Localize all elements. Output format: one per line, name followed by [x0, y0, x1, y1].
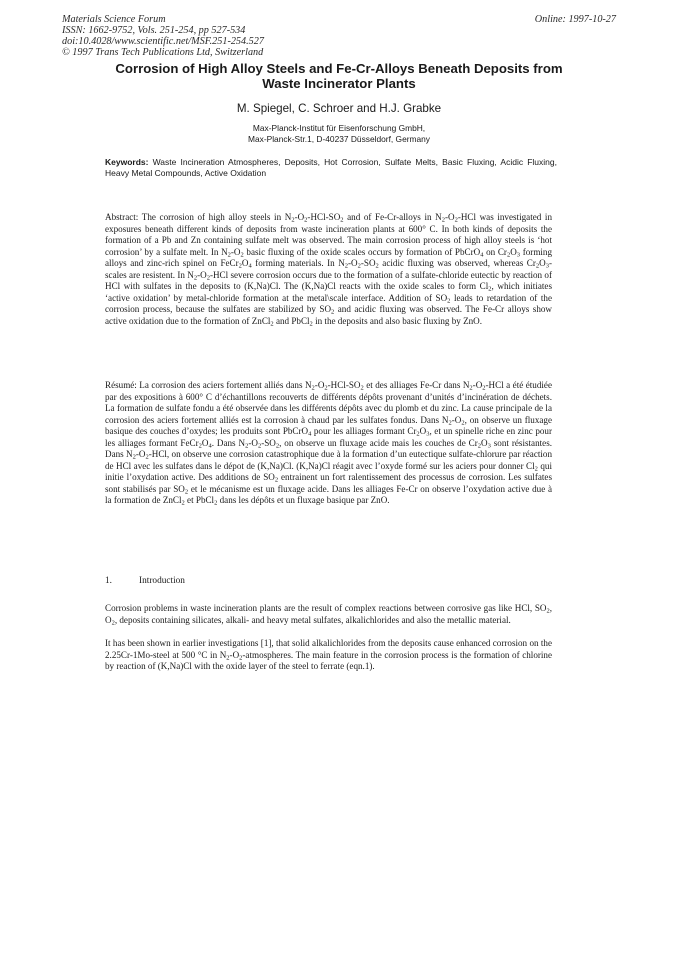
- intro-paragraph-2: It has been shown in earlier investigations [1], that solid alkalichlorides from the deposits cause enhanced corrosion on the 2.25Cr-1Mo-steel at 500 °C in $N_2-O_2$-atmospheres. The main feature in the corrosion process is the formation of chlorine by reaction of (K,Na)Cl with the oxide layer of the steel to ferrate (eqn.1).: [105, 638, 553, 671]
- affiliation-line-2: Max-Planck-Str.1, D-40237 Düsseldorf, Germany: [248, 134, 430, 144]
- authors: M. Spiegel, C. Schroer and H.J. Grabke: [236, 102, 442, 115]
- section-title: Introduction: [139, 576, 185, 586]
- paper-title: [62, 62, 616, 91]
- title-line-2: Waste Incinerator Plants: [262, 75, 416, 91]
- keywords-text: Waste Incineration Atmospheres, Deposits, Hot Corrosion, Sulfate Melts, Basic Fluxing, Acidic Fluxing, Heavy Metal Compounds, Active Oxidation: [105, 157, 557, 178]
- online-date: Online: 1997-10-27: [534, 14, 616, 25]
- journal-name: Materials Science Forum: [62, 14, 166, 25]
- keywords: [105, 157, 557, 179]
- abstract: Abstract: The corrosion of high alloy steels in $N_2-O_2-HCl-SO_2$ and of Fe-Cr-alloys in $N_2-O_2$-HCl was investigated in exposures beneath different kinds of deposits from waste incineration plants at 600° C. In both kinds of deposits the formation of a Pb and Zn containing sulfate melt was observed. The main corrosion process of high alloy steels is ‘hot corrosion’ by a sulfate melt. In $N_2-O_2$ basic fluxing of the oxide scales occurs by formation of PbCrO$_4$ on $Cr_2O_3$ forming alloys and zinc-rich spinel on $FeCr_2O_4$ forming materials. In $N_2-O_2-SO_2$ acidic fluxing was observed, whereas $Cr_2O_3$-scales are resistent. In $N_2-O_2$-HCl severe corrosion occurs due to the formation of a sulfate-chloride eutectic by reaction of HCl with sulfates in the deposits to (K,Na)Cl. The (K,Na)Cl reacts with the oxide scales to form $Cl_2$, which initiates ‘active oxidation’ by metal-chloride formation at the metal\scale interface. Addition of $SO_2$ leads to retardation of the corrosion process, because the sulfates are stabilized by $SO_2$ and acidic fluxing was observed. The Fe-Cr alloys show active oxidation due to the formation of ZnCl$_2$ and PbCl$_2$ in the deposits and also basic fluxing by ZnO.: [105, 212, 553, 327]
- title-line-1: Corrosion of High Alloy Steels and Fe-Cr-Alloys Beneath Deposits from: [115, 61, 563, 76]
- intro-paragraph-1: Corrosion problems in waste incineration plants are the result of complex reactions between corrosive gas like HCl, $SO_2$, $O_2$, deposits containing silicates, alkali- and heavy metal sulfates, alkalichlorides and also the metallic material.: [105, 603, 552, 626]
- affiliation: [62, 123, 616, 145]
- affiliation-line-1: Max-Planck-Institut für Eisenforschung GmbH,: [252, 123, 426, 133]
- journal-header: [62, 14, 616, 58]
- section-number: 1.: [105, 576, 112, 586]
- doi-line: doi:10.4028/www.scientific.net/MSF.251-254.527: [62, 36, 264, 47]
- section-heading: [105, 576, 185, 586]
- keywords-label: Keywords:: [105, 157, 149, 167]
- resume: Résumé: La corrosion des aciers fortement alliés dans $N_2-O_2-HCl-SO_2$ et des alliages Fe-Cr dans $N_2-O_2$-HCl a été étudiée par des expositions à 600° C d’échantillons recouverts de différents dépôts provenant d’unités d’incinération de déchets. La formation de sulfate fondu a été observée dans les différents dépôts avec du plomb et du zinc. La cause principale de la corrosion des aciers fortement alliés est la corrosion à chaud par les sulfates fondus. Dans $N_2-O_2$, on observe un fluxage basique des couches d’oxydes; les produits sont PbCrO$_4$ pour les alliages formant $Cr_2O_3$, et un spinelle riche en zinc pour les alliages formant $FeCr_2O_4$. Dans $N_2-O_2-SO_2$, on observe un fluxage acide mais les couches de $Cr_2O_3$ sont résistantes. Dans $N_2-O_2$-HCl, on observe une corrosion catastrophique due à la formation d’un eutectique sulfate-chlorure par réaction de HCl avec les sulfates dans le dépot de (K,Na)Cl. (K,Na)Cl réagit avec l’oxyde formé sur les aciers pour donner $Cl_2$ qui initie l’oxydation active. Des additions de $SO_2$ entrainent un fort ralentissement des processus de corrosion. Les sulfates sont stabilisés par $SO_2$ et le mécanisme est un fluxage acide. Dans les alliages Fe-Cr on observe l’oxydation active due à la formation de ZnCl$_2$ et PbCl$_2$ dans les dépôts et un fluxage basique par ZnO.: [105, 380, 553, 507]
- issn-line: ISSN: 1662-9752, Vols. 251-254, pp 527-534: [62, 25, 246, 36]
- copyright-line: © 1997 Trans Tech Publications Ltd, Switzerland: [62, 47, 264, 58]
